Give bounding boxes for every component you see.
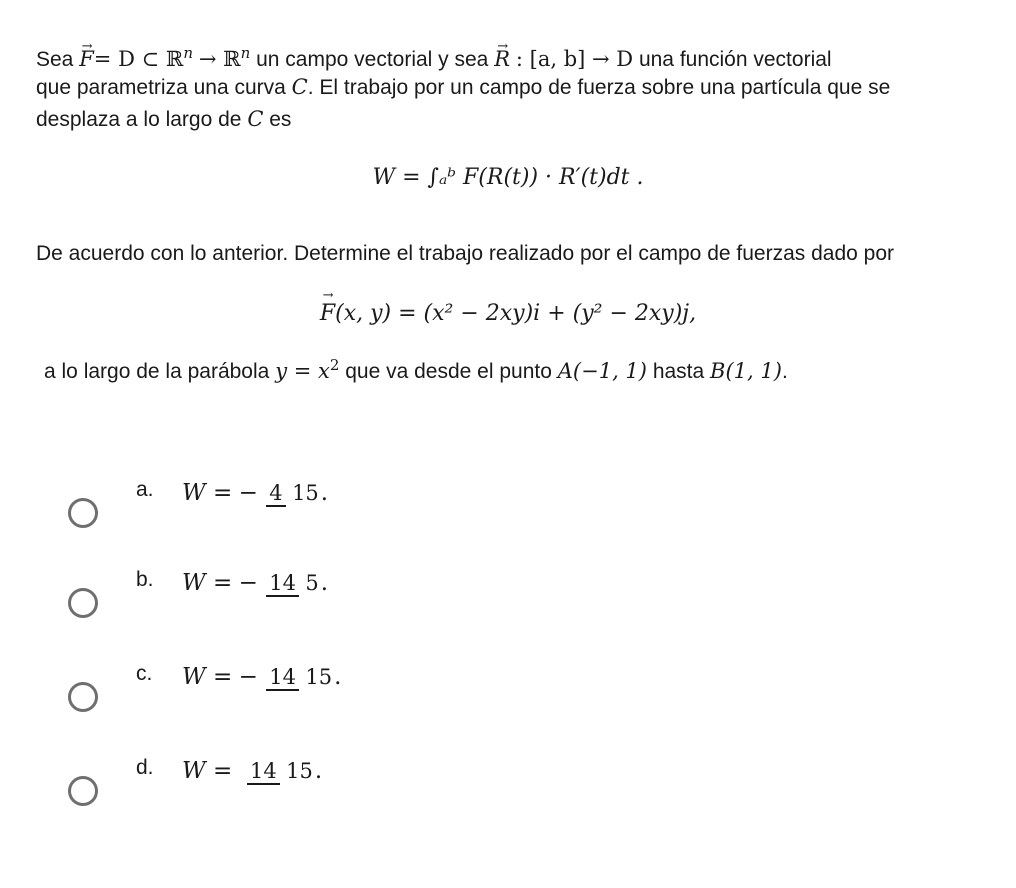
text-trabajo: . El trabajo por un campo de fuerza sobre una partícula que se — [307, 76, 891, 99]
fraction-numerator: 4 — [266, 481, 285, 507]
paragraph-line-3 — [36, 104, 996, 135]
math-exp-n2: n — [240, 44, 251, 62]
text-desde: que va desde el punto — [345, 360, 552, 383]
paragraph-line-1 — [36, 38, 996, 75]
option-letter: b. — [136, 568, 154, 591]
field-formula: (x, y) = (x² − 2xy)i + (y² − 2xy)j, — [335, 301, 697, 326]
option-formula — [182, 756, 322, 786]
fraction-denominator: 15 — [305, 665, 333, 689]
text-period: . — [781, 360, 788, 383]
formula-lhs: W = — [182, 664, 233, 690]
math-curve-c2: C — [247, 107, 264, 131]
fraction-numerator: 14 — [247, 759, 280, 785]
text-desplaza: desplaza a lo largo de — [36, 108, 242, 131]
text-funcion-vectorial: una función vectorial — [638, 48, 832, 71]
math-point-a: A(−1, 1) — [557, 359, 647, 383]
formula-period: . — [334, 664, 342, 690]
radio-button[interactable] — [68, 498, 98, 528]
math-curve-c: C — [291, 75, 308, 99]
option-letter: a. — [136, 478, 154, 501]
fraction-denominator: 15 — [286, 759, 313, 783]
math-exp-n: n — [183, 44, 193, 62]
work-integral-formula: W = ∫ₐᵇ F(R(t)) · R′(t)dt . — [372, 165, 644, 190]
fraction — [247, 756, 313, 786]
text-es: es — [269, 108, 292, 131]
math-parabola: y = x — [275, 359, 330, 383]
option-formula — [182, 568, 328, 598]
math-codomain: → ℝ — [198, 47, 241, 71]
fraction-denominator: 5 — [305, 571, 319, 595]
formula-period: . — [314, 758, 323, 784]
fraction-numerator: 14 — [266, 571, 299, 597]
formula-lhs: W = — [182, 480, 233, 506]
paragraph-path — [44, 350, 1004, 387]
option-letter: c. — [136, 662, 153, 685]
text-campo-vectorial: un campo vectorial y sea — [256, 48, 489, 71]
formula-period: . — [320, 570, 329, 596]
text-sea: Sea — [36, 48, 74, 71]
formula-lhs: W = — [182, 758, 233, 784]
vector-R: → R — [494, 44, 510, 75]
fraction-denominator: 15 — [292, 481, 319, 505]
formula-period: . — [320, 480, 329, 506]
formula-sign: − — [238, 570, 258, 596]
math-map: : [a, b] → D — [515, 47, 634, 71]
paragraph-intro2: De acuerdo con lo anterior. Determine el trabajo realizado por el campo de fuerzas dado por — [36, 242, 894, 265]
vector-F: → F — [79, 44, 94, 75]
fraction — [266, 662, 332, 692]
vector-F-field: → F — [320, 301, 335, 326]
option-formula — [182, 662, 341, 692]
option-formula — [182, 478, 328, 508]
math-domain: = D ⊂ ℝ — [93, 47, 184, 71]
fraction — [266, 478, 319, 508]
paragraph-line-2 — [36, 72, 996, 103]
text-parabola: a lo largo de la parábola — [44, 360, 270, 383]
math-parabola-exp: 2 — [329, 356, 340, 374]
text-hasta: hasta — [652, 360, 705, 383]
formula-sign: − — [238, 664, 258, 690]
fraction-numerator: 14 — [266, 665, 299, 691]
radio-button[interactable] — [68, 776, 98, 806]
fraction — [266, 568, 319, 598]
math-point-b: B(1, 1) — [710, 359, 782, 383]
option-letter: d. — [136, 756, 154, 779]
radio-button[interactable] — [68, 682, 98, 712]
field-formula-line — [0, 300, 1016, 326]
formula-sign: − — [238, 480, 258, 506]
radio-button[interactable] — [68, 588, 98, 618]
formula-lhs: W = — [182, 570, 233, 596]
text-parametriza: que parametriza una curva — [36, 76, 286, 99]
